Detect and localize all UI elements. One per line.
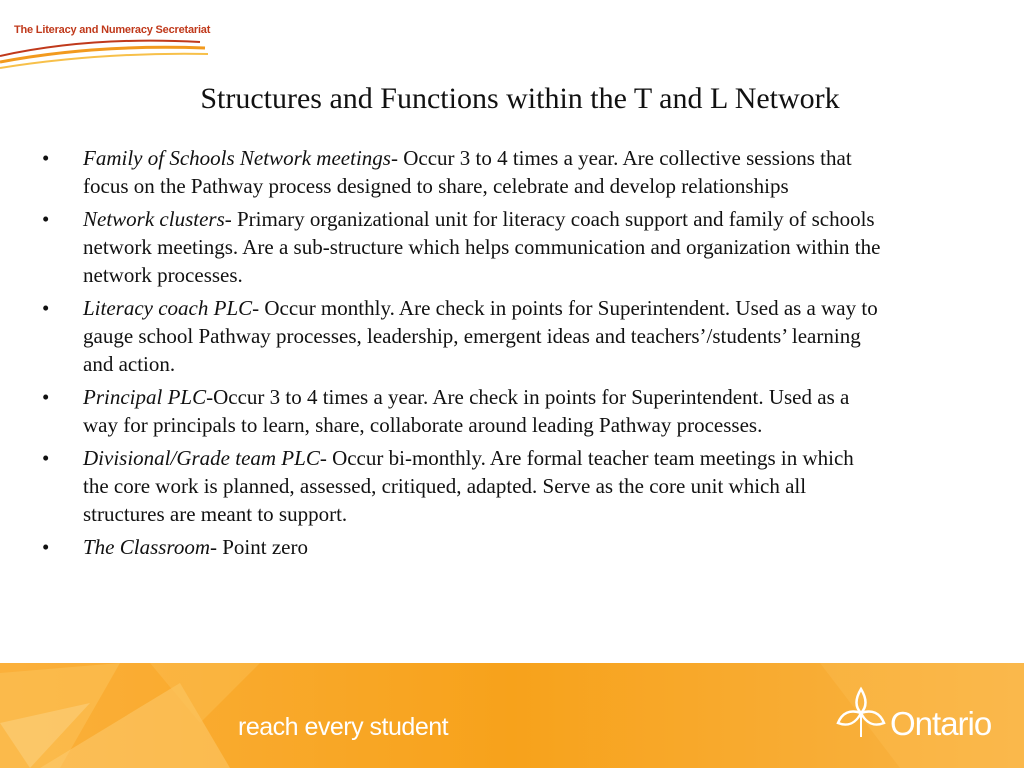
bullet-text: -Occur 3 to 4 times a year. Are check in points for Superintendent. Used as a way for principals to learn, share, collaborate around leading Pathway processes. [83,385,850,437]
bullet-text: - Occur 3 to 4 times a year. Are collective sessions that focus on the Pathway process designed to share, celebrate and develop relationships [83,146,852,198]
bullet-term: Principal PLC [83,385,207,409]
bullet-term: Divisional/Grade team PLC [83,446,320,470]
bullet-dot: • [42,296,50,320]
bullet-item [42,205,882,289]
ontario-wordmark: Ontario [890,705,992,742]
bullet-term: Literacy coach PLC [83,296,253,320]
bullet-item [42,383,882,439]
bullet-dot: • [42,385,50,409]
bullet-dot: • [42,207,50,231]
bullet-term: Network clusters [83,207,225,231]
literacy-numeracy-logo-text: The Literacy and Numeracy Secretariat [14,24,211,36]
bullet-item [42,144,882,200]
bullet-text: - Occur bi-monthly. Are formal teacher team meetings in which the core work is planned, assessed, critiqued, adapted. Serve as the core unit which all structures are meant to support. [83,446,854,526]
footer-banner [0,663,1024,768]
bullet-dot: • [42,535,50,559]
ontario-logo [834,685,1010,745]
tagline: reach every student [238,713,449,741]
bullet-list [42,144,882,566]
bullet-item [42,533,882,561]
bullet-dot: • [42,146,50,170]
trillium-icon [834,685,888,741]
logo-swoosh-icon [0,36,210,72]
bullet-text: - Primary organizational unit for literacy coach support and family of schools network meetings. Are a sub-structure which helps communication and organization within the network processes. [83,207,881,287]
bullet-dot: • [42,446,50,470]
bullet-item [42,444,882,528]
bullet-text: - Point zero [210,535,308,559]
slide-title: Structures and Functions within the T and L Network [200,82,840,115]
bullet-term: The Classroom [83,535,210,559]
bullet-text: - Occur monthly. Are check in points for Superintendent. Used as a way to gauge school Pathway processes, leadership, emergent ideas and teachers’/students’ learning and action. [83,296,878,376]
bullet-item [42,294,882,378]
bullet-term: Family of Schools Network meetings [83,146,391,170]
